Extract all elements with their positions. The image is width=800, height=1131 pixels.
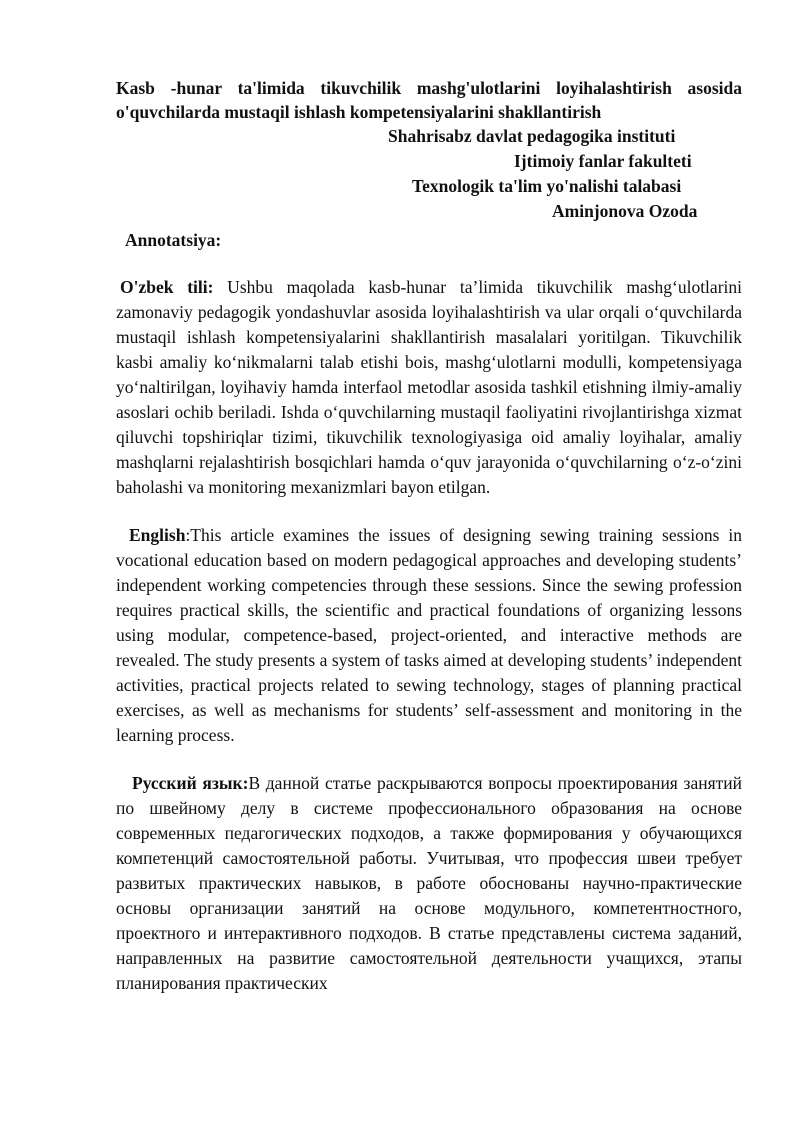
author-name: Aminjonova Ozoda bbox=[552, 201, 698, 221]
abstract-english-label: English bbox=[129, 525, 186, 545]
paper-title: Kasb -hunar ta'limida tikuvchilik mashg'ulotlarini loyihalashtirish asosida o'quvchilarda mustaqil ishlash kompetensiyalarini shakllantirish bbox=[116, 78, 742, 122]
abstract-uzbek bbox=[116, 275, 742, 500]
abstract-uzbek-label: O'zbek tili: bbox=[120, 277, 214, 297]
faculty-name: Ijtimoiy fanlar fakulteti bbox=[514, 151, 692, 171]
institute-name: Shahrisabz davlat pedagogika instituti bbox=[388, 126, 676, 146]
program-name: Texnologik ta'lim yo'nalishi talabasi bbox=[412, 176, 682, 196]
abstract-russian bbox=[116, 771, 742, 996]
document-page bbox=[116, 76, 742, 996]
abstract-english bbox=[116, 523, 742, 748]
annotation-heading: Annotatsiya: bbox=[125, 230, 222, 250]
abstract-russian-label: Русский язык: bbox=[132, 773, 249, 793]
abstract-uzbek-text: Ushbu maqolada kasb-hunar ta’limida tikuvchilik mashg‘ulotlarini zamonaviy pedagogik yondashuvlar asosida loyihalashtirish va ular orqali o‘quvchilarda mustaqil ishlash kompetensiyalarini shakllantirish masalalari yoritilgan. Tikuvchilik kasbi amaliy ko‘nikmalarni talab etishi bois, mashg‘ulotlarni modulli, kompetensiyaga yo‘naltirilgan, loyihaviy hamda interfaol metodlar asosida tashkil etishning ilmiy-amaliy asoslari ochib beriladi. Ishda o‘quvchilarning mustaqil faoliyatini rivojlantirishga xizmat qiluvchi topshiriqlar tizimi, tikuvchilik texnologiyasiga oid amaliy loyihalar, amaliy mashqlarni rejalashtirish bosqichlari hamda o‘quv jarayonida o‘quvchilarning o‘z-o‘zini baholashi va monitoring mexanizmlari bayon etilgan. bbox=[116, 277, 742, 497]
abstract-english-text: :This article examines the issues of designing sewing training sessions in vocational education based on modern pedagogical approaches and developing students’ independent working competencies through these sessions. Since the sewing profession requires practical skills, the scientific and practical foundations of organizing lessons using modular, competence-based, project-oriented, and interactive methods are revealed. The study presents a system of tasks aimed at developing students’ independent activities, practical projects related to sewing technology, stages of planning practical exercises, as well as mechanisms for students’ self-assessment and monitoring in the learning process. bbox=[116, 525, 742, 745]
abstract-russian-text: В данной статье раскрываются вопросы проектирования занятий по швейному делу в системе профессионального образования на основе современных педагогических подходов, а также формирования у обучающихся компетенций самостоятельной работы. Учитывая, что профессия швеи требует развитых практических навыков, в работе обоснованы научно-практические основы организации занятий на основе модульного, компетентностного, проектного и интерактивного подходов. В статье представлены система заданий, направленных на развитие самостоятельной деятельности учащихся, этапы планирования практических bbox=[116, 773, 743, 993]
